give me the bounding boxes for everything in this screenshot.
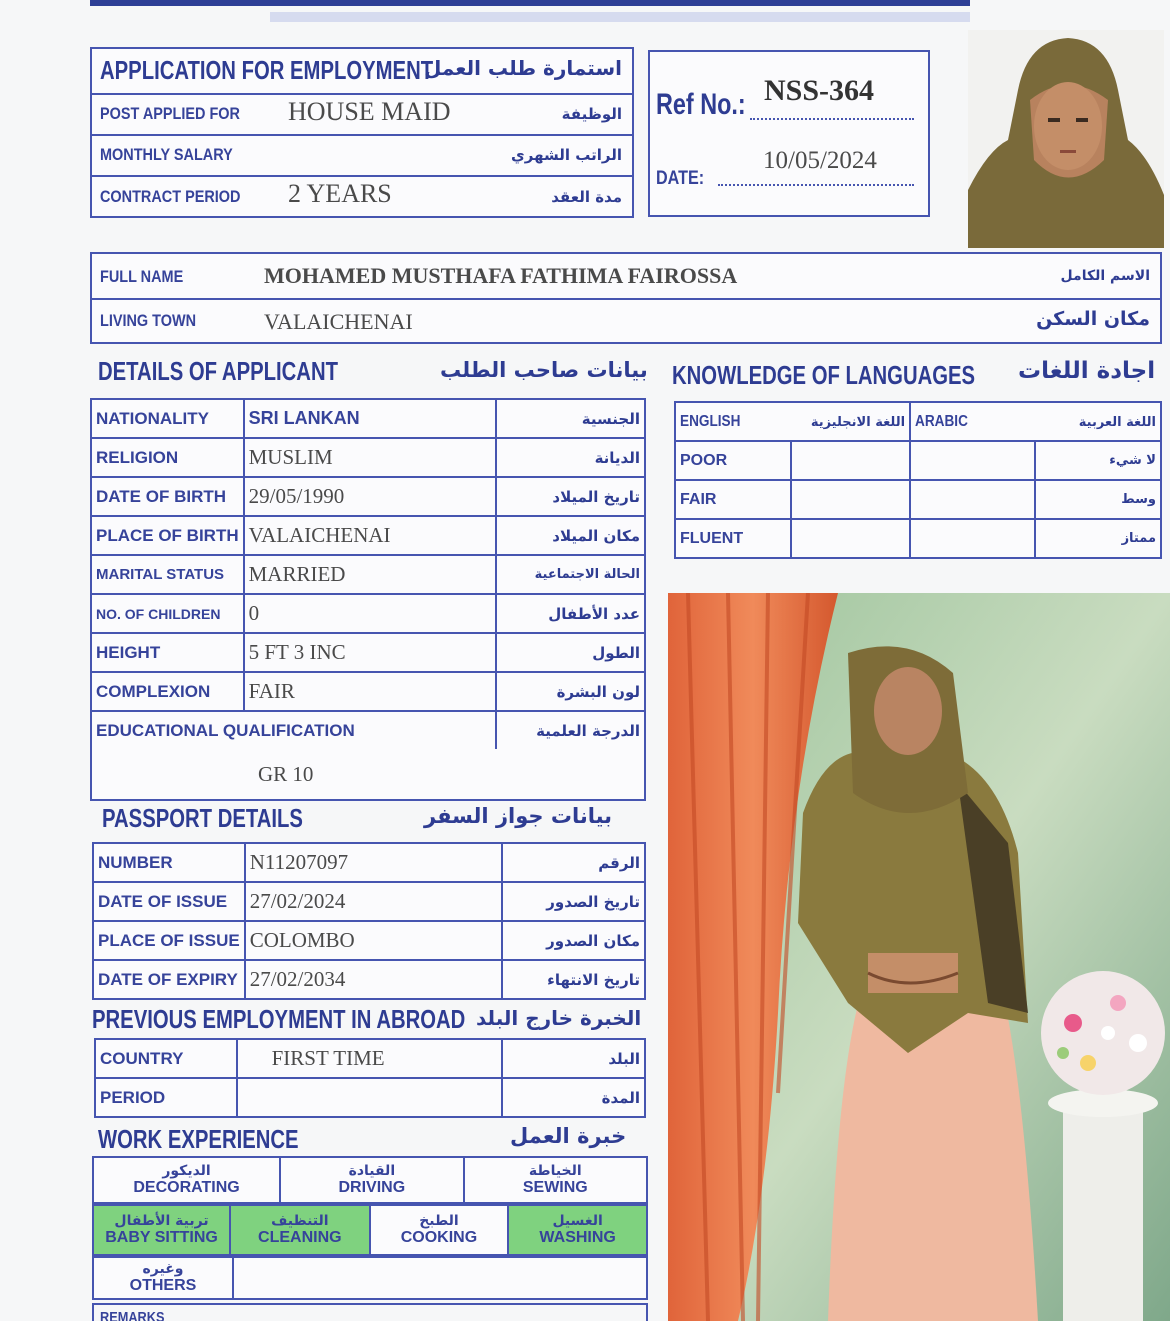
others-value-cell — [233, 1257, 647, 1299]
detail-label: HEIGHT — [91, 633, 244, 672]
details-table — [90, 398, 646, 801]
work-table-row1 — [92, 1156, 648, 1204]
table-row — [93, 1205, 647, 1255]
passport-label-ar: تاريخ الصدور — [502, 882, 645, 921]
previous-label-ar: المدة — [502, 1078, 645, 1117]
living-town-value: VALAICHENAI — [264, 309, 413, 334]
previous-value — [237, 1078, 502, 1117]
table-row — [93, 1157, 647, 1203]
detail-label-ar: الديانة — [496, 438, 645, 477]
work-cell — [464, 1157, 647, 1203]
table-row — [91, 399, 645, 438]
applicant-full-photo — [668, 593, 1170, 1321]
passport-label-ar: مكان الصدور — [502, 921, 645, 960]
previous-table — [94, 1038, 646, 1118]
table-row — [93, 1257, 647, 1299]
table-row — [95, 1039, 645, 1078]
work-label-ar: القيادة — [348, 1162, 396, 1179]
post-label-ar: الوظيفة — [561, 105, 622, 123]
arabic-header — [910, 402, 1161, 441]
full-name-value: MOHAMED MUSTHAFA FATHIMA FAIROSSA — [264, 263, 738, 288]
passport-heading: PASSPORT DETAILS — [102, 803, 303, 833]
work-cell — [370, 1205, 509, 1255]
detail-value: SRI LANKAN — [244, 399, 497, 438]
detail-label: NATIONALITY — [91, 399, 244, 438]
detail-label-ar: عدد الأطفال — [496, 594, 645, 633]
remarks-label: REMARKS — [100, 1309, 165, 1321]
table-row — [675, 480, 1161, 519]
detail-label: DATE OF BIRTH — [91, 477, 244, 516]
passport-value: N11207097 — [245, 843, 502, 882]
application-title: APPLICATION FOR EMPLOYMENT — [100, 55, 434, 85]
table-row — [675, 402, 1161, 441]
languages-heading-ar: اجادة اللغات — [1018, 358, 1156, 384]
passport-value: 27/02/2034 — [245, 960, 502, 999]
arabic-poor-cell — [910, 441, 1035, 480]
passport-value: 27/02/2024 — [245, 882, 502, 921]
english-label-ar: اللغة الانجليزية — [810, 414, 906, 430]
work-table-row2 — [92, 1204, 648, 1256]
previous-heading-ar: الخبرة خارج البلد — [476, 1006, 642, 1030]
previous-heading: PREVIOUS EMPLOYMENT IN ABROAD — [92, 1004, 466, 1034]
arabic-label-ar: اللغة العربية — [1078, 414, 1156, 430]
top-rule-secondary — [270, 12, 970, 22]
table-row — [93, 960, 645, 999]
level-label-ar: وسط — [1035, 480, 1161, 519]
contract-label: CONTRACT PERIOD — [100, 187, 241, 206]
table-row — [91, 594, 645, 633]
top-rule — [90, 0, 970, 6]
table-row — [91, 749, 645, 800]
work-label: SEWING — [522, 1178, 588, 1196]
table-row — [93, 882, 645, 921]
previous-label: COUNTRY — [95, 1039, 237, 1078]
details-heading-ar: بيانات صاحب الطلب — [440, 358, 648, 382]
salary-label: MONTHLY SALARY — [100, 145, 233, 164]
english-label: ENGLISH — [680, 412, 741, 430]
post-value: HOUSE MAID — [288, 97, 451, 126]
arabic-fair-cell — [910, 480, 1035, 519]
work-cell — [93, 1157, 280, 1203]
table-row — [91, 672, 645, 711]
work-label: CLEANING — [258, 1228, 342, 1246]
others-label-ar: وغيره — [142, 1260, 184, 1277]
work-label-ar: الديكور — [162, 1162, 211, 1179]
date-dots — [718, 184, 914, 186]
application-title-ar: استمارة طلب العمل — [424, 56, 622, 80]
detail-label-ar: الجنسية — [496, 399, 645, 438]
table-row — [93, 843, 645, 882]
work-label-ar: الطبخ — [419, 1212, 459, 1229]
passport-label-ar: تاريخ الانتهاء — [502, 960, 645, 999]
work-cell-highlighted — [230, 1205, 370, 1255]
work-heading: WORK EXPERIENCE — [98, 1124, 299, 1154]
living-town-label-ar: مكان السكن — [1036, 308, 1150, 330]
table-row — [91, 516, 645, 555]
arabic-fluent-cell — [910, 519, 1035, 558]
application-header-box — [90, 47, 634, 218]
detail-label-ar: الحالة الاجتماعية — [496, 555, 645, 594]
detail-value: FAIR — [244, 672, 497, 711]
work-label: DRIVING — [338, 1178, 406, 1196]
detail-value: 5 FT 3 INC — [244, 633, 497, 672]
work-heading-ar: خبرة العمل — [510, 1124, 627, 1148]
details-heading: DETAILS OF APPLICANT — [98, 356, 338, 386]
contract-label-ar: مدة العقد — [551, 188, 622, 206]
detail-label: RELIGION — [91, 438, 244, 477]
remarks-row — [92, 1303, 648, 1321]
detail-value: MARRIED — [244, 555, 497, 594]
work-cell — [280, 1157, 464, 1203]
detail-value: 0 — [244, 594, 497, 633]
work-cell-highlighted — [508, 1205, 647, 1255]
ref-dots — [750, 118, 914, 120]
passport-label: DATE OF EXPIRY — [93, 960, 245, 999]
date-label: DATE: — [656, 168, 705, 189]
level-label: FAIR — [675, 480, 791, 519]
edu-label-ar: الدرجة العلمية — [496, 711, 645, 749]
languages-heading: KNOWLEDGE OF LANGUAGES — [672, 360, 976, 390]
passport-heading-ar: بيانات جواز السفر — [424, 804, 613, 828]
detail-label-ar: مكان الميلاد — [496, 516, 645, 555]
table-row — [675, 441, 1161, 480]
post-label: POST APPLIED FOR — [100, 104, 240, 123]
table-row — [91, 711, 645, 749]
passport-value: COLOMBO — [245, 921, 502, 960]
level-label: FLUENT — [675, 519, 791, 558]
work-cell-highlighted — [93, 1205, 230, 1255]
salary-label-ar: الراتب الشهري — [511, 146, 622, 164]
table-row — [91, 633, 645, 672]
previous-value: FIRST TIME — [237, 1039, 502, 1078]
english-poor-cell — [791, 441, 910, 480]
edu-value — [91, 749, 645, 800]
identity-box — [90, 252, 1162, 344]
edu-value-text: GR 10 — [258, 761, 314, 786]
ref-label: Ref No.: — [656, 88, 746, 121]
work-label: COOKING — [400, 1228, 478, 1246]
passport-label: PLACE OF ISSUE — [93, 921, 245, 960]
detail-value: VALAICHENAI — [244, 516, 497, 555]
work-label-ar: الغسيل — [552, 1212, 603, 1229]
detail-label: NO. OF CHILDREN — [91, 594, 244, 633]
work-label-ar: التنظيف — [271, 1212, 329, 1229]
english-fluent-cell — [791, 519, 910, 558]
full-name-label-ar: الاسم الكامل — [1060, 268, 1150, 284]
detail-value: MUSLIM — [244, 438, 497, 477]
edu-label: EDUCATIONAL QUALIFICATION — [91, 711, 496, 749]
work-label-ar: الخياطة — [528, 1162, 582, 1179]
passport-label: NUMBER — [93, 843, 245, 882]
work-label: DECORATING — [133, 1178, 240, 1196]
detail-value: 29/05/1990 — [244, 477, 497, 516]
table-row — [91, 555, 645, 594]
work-cell — [93, 1257, 233, 1299]
passport-label-ar: الرقم — [502, 843, 645, 882]
contract-value: 2 YEARS — [288, 179, 392, 208]
applicant-headshot — [968, 30, 1164, 248]
detail-label-ar: لون البشرة — [496, 672, 645, 711]
arabic-label: ARABIC — [915, 412, 968, 430]
table-row — [91, 438, 645, 477]
passport-label: DATE OF ISSUE — [93, 882, 245, 921]
table-row — [93, 921, 645, 960]
detail-label: MARITAL STATUS — [91, 555, 244, 594]
level-label: POOR — [675, 441, 791, 480]
work-label-ar: تربية الأطفال — [114, 1212, 209, 1229]
table-row — [675, 519, 1161, 558]
detail-label: COMPLEXION — [91, 672, 244, 711]
detail-label-ar: تاريخ الميلاد — [496, 477, 645, 516]
work-label: WASHING — [539, 1228, 616, 1246]
reference-box — [648, 50, 930, 217]
detail-label-ar: الطول — [496, 633, 645, 672]
languages-table — [674, 401, 1162, 559]
english-header — [675, 402, 910, 441]
date-value: 10/05/2024 — [763, 147, 877, 174]
level-label-ar: ممتاز — [1035, 519, 1161, 558]
work-label: BABY SITTING — [105, 1228, 218, 1246]
table-row — [95, 1078, 645, 1117]
english-fair-cell — [791, 480, 910, 519]
work-table-others — [92, 1256, 648, 1300]
table-row — [91, 477, 645, 516]
others-label: OTHERS — [129, 1276, 197, 1294]
ref-value: NSS-364 — [764, 74, 875, 107]
previous-label: PERIOD — [95, 1078, 237, 1117]
passport-table — [92, 842, 646, 1000]
level-label-ar: لا شيء — [1035, 441, 1161, 480]
previous-label-ar: البلد — [502, 1039, 645, 1078]
detail-label: PLACE OF BIRTH — [91, 516, 244, 555]
living-town-label: LIVING TOWN — [100, 311, 197, 330]
full-name-label: FULL NAME — [100, 267, 184, 286]
